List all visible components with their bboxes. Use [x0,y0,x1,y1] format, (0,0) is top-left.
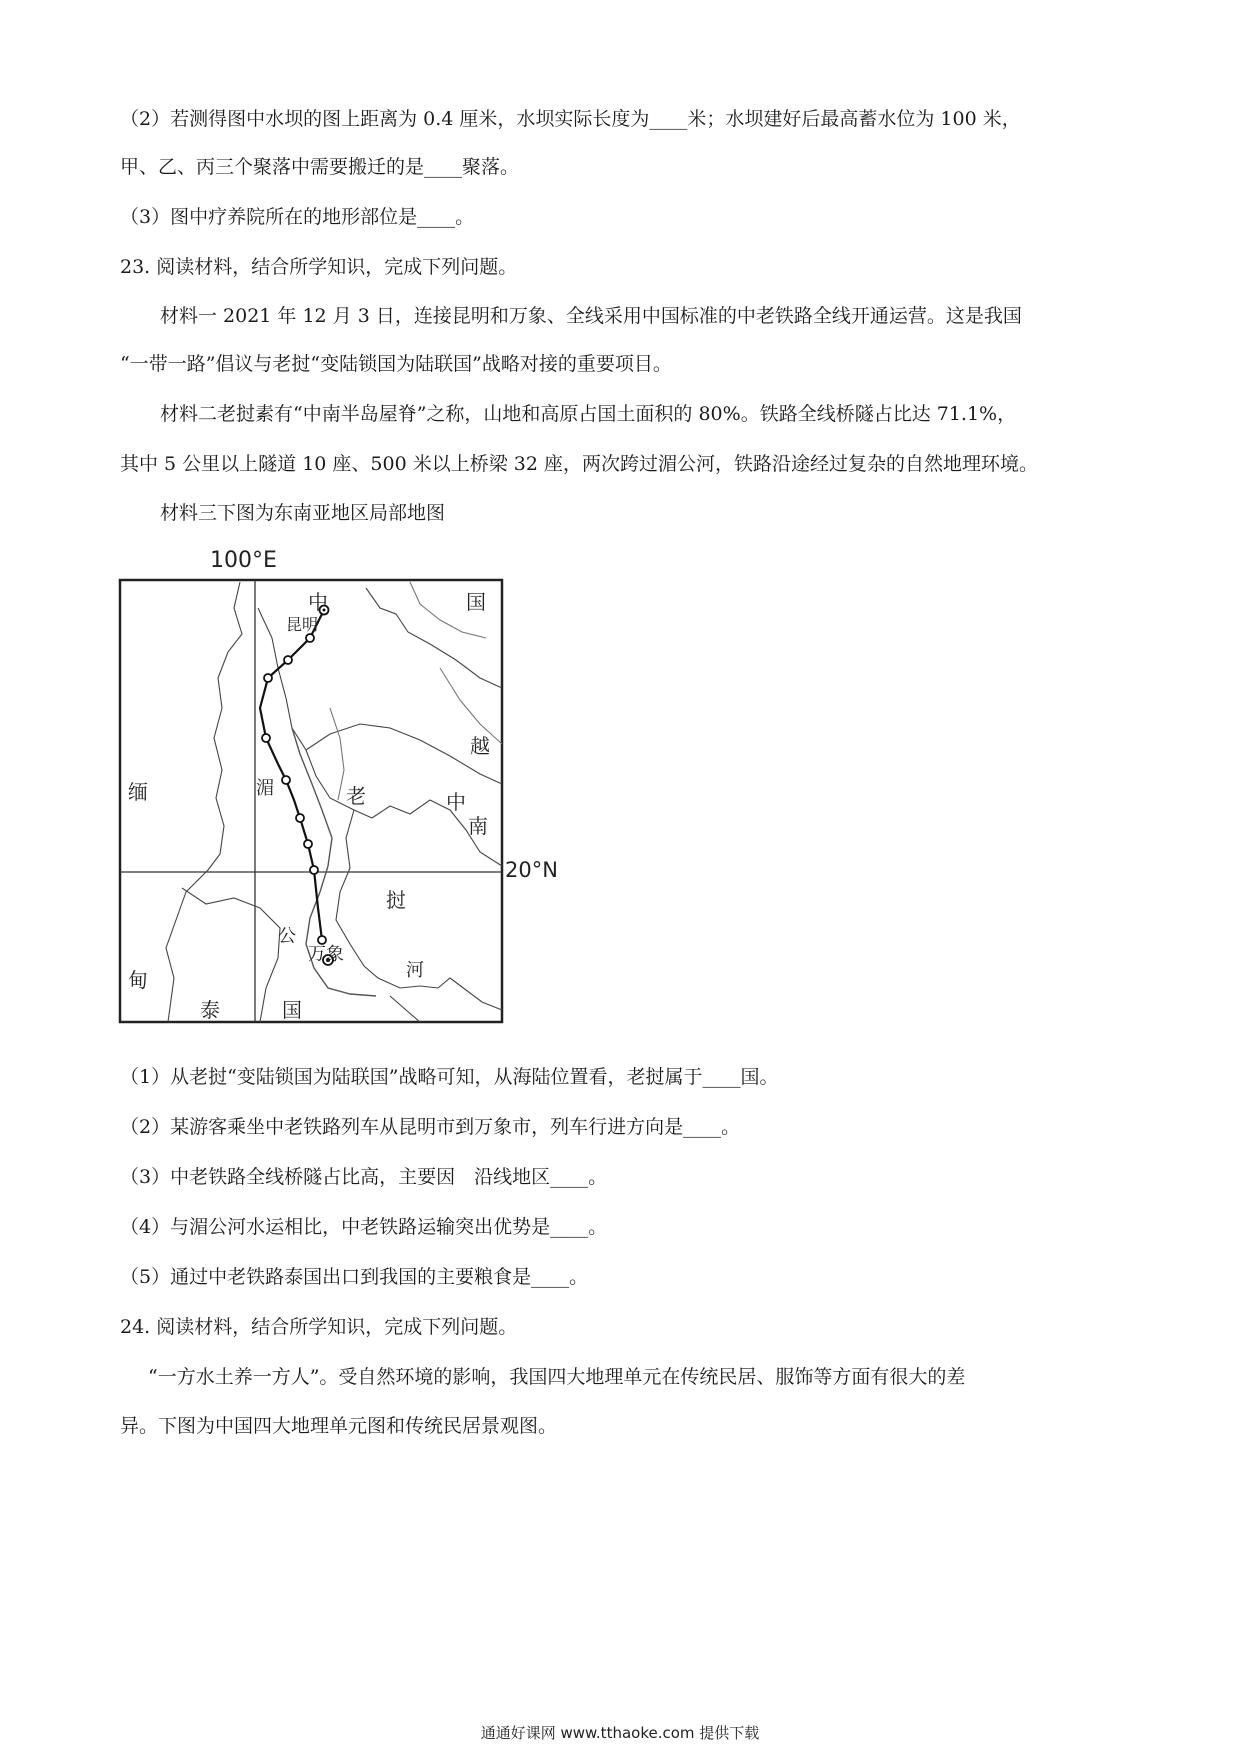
map-label-wanxiang: 万象 [308,944,344,965]
map-label-gong: 公 [278,926,296,947]
q22-sub2-line1: （2）若测得图中水坝的图上距离为 0.4 厘米，水坝实际长度为____米；水坝建好后最高蓄水位为 100 米， [120,108,1021,130]
map-label-he: 河 [406,960,424,981]
map-label-dian: 甸 [128,968,148,992]
map-label-guo-china: 国 [466,590,486,614]
map-label-mian: 缅 [128,780,148,804]
q23-sub1: （1）从老挝“变陆锁国为陆联国”战略可知，从海陆位置看，老挝属于____国。 [120,1066,779,1088]
map-label-kunming: 昆明 [286,615,319,634]
q23-sub4: （4）与湄公河水运相比，中老铁路运输突出优势是____。 [120,1216,608,1238]
q23-material2-line2: 其中 5 公里以上隧道 10 座、500 米以上桥梁 32 座，两次跨过湄公河，铁路沿途经过复杂的自然地理环境。 [120,453,1038,475]
map-longitude-label: 100°E [210,548,277,573]
q23-material1-line2: “一带一路”倡议与老挝“变陆锁国为陆联国”战略对接的重要项目。 [120,353,672,375]
map-label-zhong-2: 中 [308,590,328,614]
q24-paragraph-line2: 异。下图为中国四大地理单元图和传统民居景观图。 [120,1415,558,1437]
page-footer: 通通好课网 www.tthaoke.com 提供下载 [480,1724,760,1742]
map-label-mei: 湄 [256,778,274,799]
map-label-guo-thailand: 国 [282,998,302,1022]
q24-heading: 24. 阅读材料，结合所学知识，完成下列问题。 [120,1316,518,1338]
map-latitude-label: 20°N [505,858,558,882]
map-label-zhong: 中 [446,790,466,814]
southeast-asia-map [110,548,570,1028]
map-label-tai: 泰 [200,998,220,1022]
q23-sub3: （3）中老铁路全线桥隧占比高，主要因 沿线地区____。 [120,1166,608,1188]
map-label-yue: 越 [470,734,490,758]
q24-paragraph-line1: “一方水土养一方人”。受自然环境的影响，我国四大地理单元在传统民居、服饰等方面有很大的差 [148,1366,966,1388]
q23-heading: 23. 阅读材料，结合所学知识，完成下列问题。 [120,256,518,278]
q22-sub3: （3）图中疗养院所在的地形部位是____。 [120,206,475,228]
q23-sub2: （2）某游客乘坐中老铁路列车从昆明市到万象市，列车行进方向是____。 [120,1116,741,1138]
map-label-nan: 南 [468,814,488,838]
map-label-lao: 老 [346,784,366,808]
q23-sub5: （5）通过中老铁路泰国出口到我国的主要粮食是____。 [120,1266,589,1288]
q23-material2-line1: 材料二老挝素有“中南半岛屋脊”之称，山地和高原占国土面积的 80%。铁路全线桥隧占比达 71.1%， [160,403,1017,425]
q22-sub2-line2: 甲、乙、丙三个聚落中需要搬迁的是____聚落。 [120,156,520,178]
map-label-wo: 挝 [386,888,406,912]
q23-material3: 材料三下图为东南亚地区局部地图 [160,502,446,524]
q23-material1-line1: 材料一 2021 年 12 月 3 日，连接昆明和万象、全线采用中国标准的中老铁路全线开通运营。这是我国 [160,305,1022,327]
